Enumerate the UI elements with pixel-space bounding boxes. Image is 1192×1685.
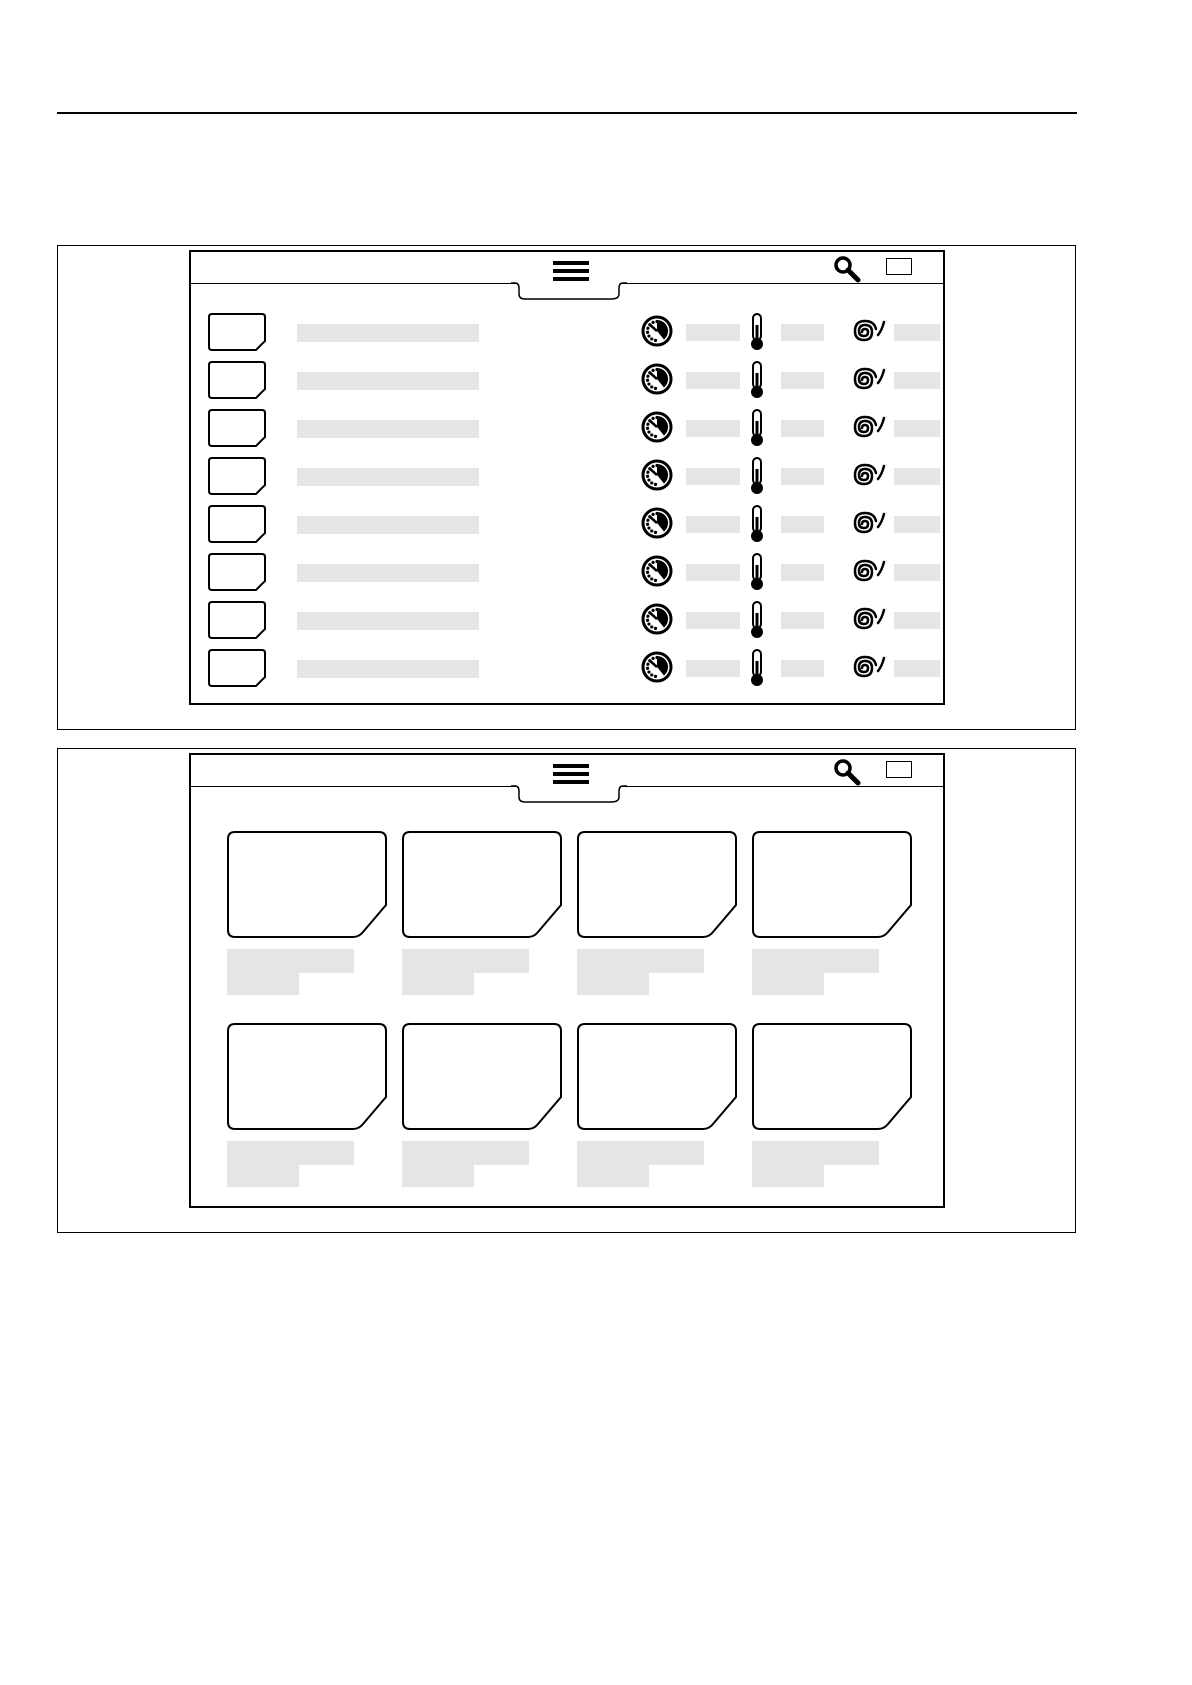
thermometer-icon bbox=[746, 601, 768, 639]
timer-icon bbox=[641, 651, 675, 685]
spiral-placeholder bbox=[894, 660, 940, 677]
temperature-placeholder bbox=[781, 612, 824, 629]
time-placeholder bbox=[686, 660, 740, 677]
time-placeholder bbox=[686, 468, 740, 485]
recipe-card[interactable] bbox=[577, 1023, 737, 1188]
card-title-placeholder bbox=[577, 1141, 704, 1165]
time-placeholder bbox=[686, 516, 740, 533]
card-title-placeholder bbox=[577, 949, 704, 973]
spiral-icon bbox=[848, 555, 888, 587]
spiral-icon bbox=[848, 507, 888, 539]
thermometer-icon bbox=[746, 553, 768, 591]
spiral-placeholder bbox=[894, 420, 940, 437]
thermometer-icon bbox=[746, 361, 768, 399]
card-image[interactable] bbox=[402, 831, 562, 939]
title-placeholder bbox=[297, 612, 479, 630]
spiral-placeholder bbox=[894, 516, 940, 533]
card-title-placeholder bbox=[402, 949, 529, 973]
spiral-icon bbox=[848, 315, 888, 347]
card-title-placeholder bbox=[752, 949, 879, 973]
recipe-thumbnail[interactable] bbox=[208, 409, 266, 447]
card-image[interactable] bbox=[227, 1023, 387, 1131]
timer-icon bbox=[641, 363, 675, 397]
temperature-placeholder bbox=[781, 324, 824, 341]
temperature-placeholder bbox=[781, 372, 824, 389]
recipe-card[interactable] bbox=[752, 831, 912, 996]
page-top-rule bbox=[57, 112, 1077, 114]
thermometer-icon bbox=[746, 409, 768, 447]
list-row[interactable] bbox=[208, 649, 928, 689]
recipe-card[interactable] bbox=[402, 1023, 562, 1188]
list-row[interactable] bbox=[208, 313, 928, 353]
screen-grid-view bbox=[189, 753, 945, 1208]
recipe-thumbnail[interactable] bbox=[208, 457, 266, 495]
list-row[interactable] bbox=[208, 457, 928, 497]
search-icon[interactable] bbox=[832, 254, 862, 284]
spiral-icon bbox=[848, 363, 888, 395]
recipe-thumbnail[interactable] bbox=[208, 553, 266, 591]
figure-grid-view bbox=[57, 748, 1076, 1233]
thermometer-icon bbox=[746, 649, 768, 687]
card-title-placeholder bbox=[227, 1141, 354, 1165]
screen-list-view bbox=[189, 250, 945, 705]
timer-icon bbox=[641, 555, 675, 589]
recipe-thumbnail[interactable] bbox=[208, 505, 266, 543]
temperature-placeholder bbox=[781, 420, 824, 437]
card-subtitle-placeholder bbox=[227, 973, 299, 995]
spiral-placeholder bbox=[894, 372, 940, 389]
list-row[interactable] bbox=[208, 601, 928, 641]
time-placeholder bbox=[686, 420, 740, 437]
card-subtitle-placeholder bbox=[577, 973, 649, 995]
recipe-card[interactable] bbox=[227, 1023, 387, 1188]
card-subtitle-placeholder bbox=[577, 1165, 649, 1187]
time-placeholder bbox=[686, 372, 740, 389]
temperature-placeholder bbox=[781, 516, 824, 533]
card-subtitle-placeholder bbox=[227, 1165, 299, 1187]
list-row[interactable] bbox=[208, 553, 928, 593]
card-image[interactable] bbox=[577, 1023, 737, 1131]
spiral-icon bbox=[848, 411, 888, 443]
thermometer-icon bbox=[746, 457, 768, 495]
menu-icon[interactable] bbox=[553, 764, 589, 788]
figure-list-view bbox=[57, 245, 1076, 730]
title-placeholder bbox=[297, 420, 479, 438]
spiral-icon bbox=[848, 651, 888, 683]
card-title-placeholder bbox=[227, 949, 354, 973]
card-subtitle-placeholder bbox=[402, 973, 474, 995]
recipe-card[interactable] bbox=[752, 1023, 912, 1188]
list-row[interactable] bbox=[208, 409, 928, 449]
recipe-card[interactable] bbox=[402, 831, 562, 996]
timer-icon bbox=[641, 411, 675, 445]
timer-icon bbox=[641, 315, 675, 349]
title-placeholder bbox=[297, 324, 479, 342]
search-icon[interactable] bbox=[832, 757, 862, 787]
window-icon[interactable] bbox=[886, 761, 912, 778]
list-row[interactable] bbox=[208, 361, 928, 401]
temperature-placeholder bbox=[781, 564, 824, 581]
card-image[interactable] bbox=[577, 831, 737, 939]
spiral-placeholder bbox=[894, 612, 940, 629]
card-image[interactable] bbox=[402, 1023, 562, 1131]
time-placeholder bbox=[686, 564, 740, 581]
title-placeholder bbox=[297, 660, 479, 678]
temperature-placeholder bbox=[781, 660, 824, 677]
card-image[interactable] bbox=[227, 831, 387, 939]
spiral-placeholder bbox=[894, 324, 940, 341]
title-placeholder bbox=[297, 468, 479, 486]
card-subtitle-placeholder bbox=[752, 973, 824, 995]
spiral-placeholder bbox=[894, 564, 940, 581]
recipe-thumbnail[interactable] bbox=[208, 361, 266, 399]
title-placeholder bbox=[297, 372, 479, 390]
title-placeholder bbox=[297, 564, 479, 582]
card-title-placeholder bbox=[402, 1141, 529, 1165]
card-subtitle-placeholder bbox=[402, 1165, 474, 1187]
spiral-icon bbox=[848, 459, 888, 491]
timer-icon bbox=[641, 507, 675, 541]
spiral-icon bbox=[848, 603, 888, 635]
recipe-thumbnail[interactable] bbox=[208, 649, 266, 687]
thermometer-icon bbox=[746, 505, 768, 543]
recipe-card[interactable] bbox=[577, 831, 737, 996]
recipe-thumbnail[interactable] bbox=[208, 313, 266, 351]
menu-icon[interactable] bbox=[553, 261, 589, 285]
spiral-placeholder bbox=[894, 468, 940, 485]
title-placeholder bbox=[297, 516, 479, 534]
card-title-placeholder bbox=[752, 1141, 879, 1165]
timer-icon bbox=[641, 603, 675, 637]
time-placeholder bbox=[686, 324, 740, 341]
window-icon[interactable] bbox=[886, 258, 912, 275]
card-image[interactable] bbox=[752, 1023, 912, 1131]
time-placeholder bbox=[686, 612, 740, 629]
thermometer-icon bbox=[746, 313, 768, 351]
recipe-card[interactable] bbox=[227, 831, 387, 996]
timer-icon bbox=[641, 459, 675, 493]
card-image[interactable] bbox=[752, 831, 912, 939]
card-subtitle-placeholder bbox=[752, 1165, 824, 1187]
list-row[interactable] bbox=[208, 505, 928, 545]
temperature-placeholder bbox=[781, 468, 824, 485]
recipe-thumbnail[interactable] bbox=[208, 601, 266, 639]
